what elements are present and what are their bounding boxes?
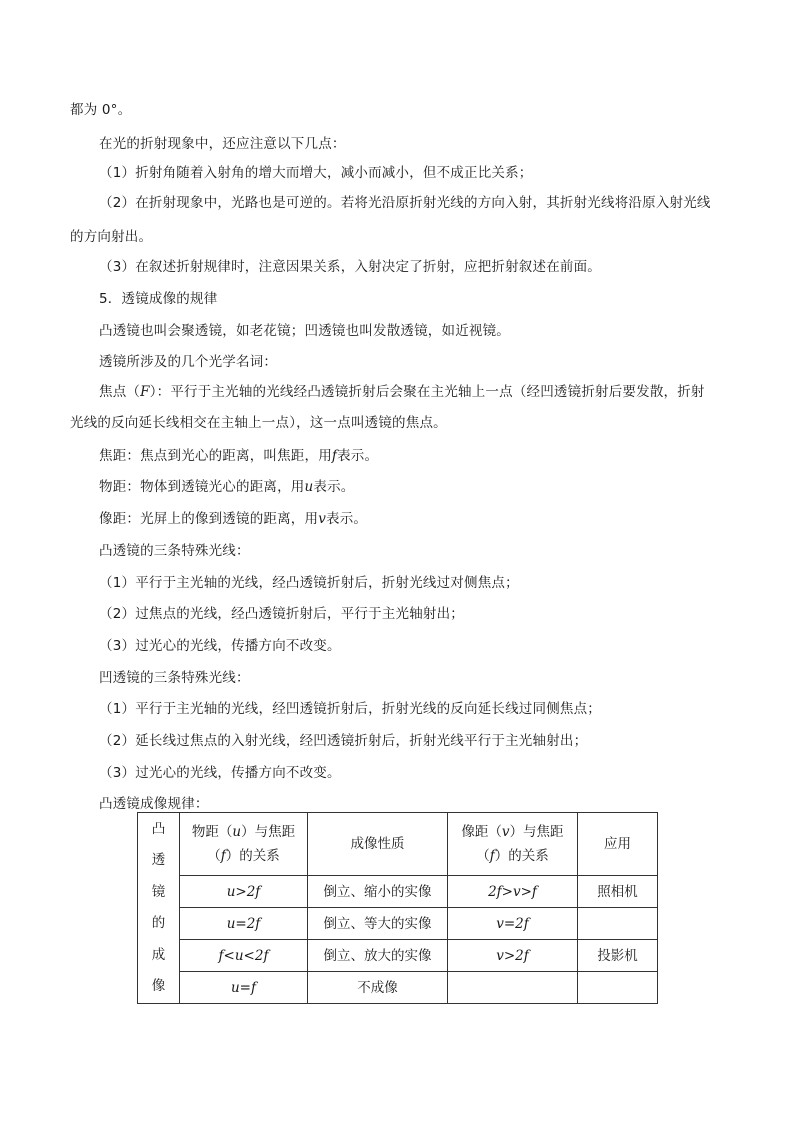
text-line: （3）过光心的光线，传播方向不改变。: [99, 638, 341, 654]
text-line: 焦距：焦点到光心的距离，叫焦距，用f表示。: [99, 448, 379, 464]
convex-lens-imaging-table: [137, 812, 658, 1004]
text-line: 凹透镜的三条特殊光线：: [99, 670, 250, 686]
text-line: （2）延长线过焦点的入射光线，经凹透镜折射后，折射光线平行于主光轴射出；: [99, 733, 588, 749]
cell-image-nature: 不成像: [308, 972, 448, 1004]
cell-application: 投影机: [578, 940, 658, 972]
text-line: 透镜所涉及的几个光学名词：: [99, 354, 278, 370]
text-line: 像距：光屏上的像到透镜的距离，用v表示。: [99, 511, 368, 527]
text-line: 凸透镜的三条特殊光线：: [99, 543, 250, 559]
text-line: 物距：物体到透镜光心的距离，用u表示。: [99, 479, 355, 495]
text-line: （1）平行于主光轴的光线，经凸透镜折射后，折射光线过对侧焦点；: [99, 575, 519, 591]
cell-image-distance: v=2f: [448, 908, 578, 940]
cell-object-distance: f<u<2f: [180, 940, 308, 972]
text-line: （1）平行于主光轴的光线，经凹透镜折射后，折射光线的反向延长线过同侧焦点；: [99, 701, 601, 717]
text-line: 凸透镜也叫会聚透镜，如老花镜；凹透镜也叫发散透镜，如近视镜。: [99, 323, 510, 339]
column-header-application: 应用: [578, 813, 658, 876]
cell-application: [578, 908, 658, 940]
text-line: 在光的折射现象中，还应注意以下几点：: [99, 136, 346, 152]
text-line: （2）过焦点的光线，经凸透镜折射后，平行于主光轴射出；: [99, 606, 464, 622]
cell-application: 照相机: [578, 876, 658, 908]
text-line: （3）过光心的光线，传播方向不改变。: [99, 765, 341, 781]
cell-image-distance: [448, 972, 578, 1004]
section-heading: 5．透镜成像的规律: [99, 291, 218, 307]
cell-image-nature: 倒立、缩小的实像: [308, 876, 448, 908]
cell-application: [578, 972, 658, 1004]
text-line: 的方向射出。: [70, 229, 153, 245]
cell-object-distance: u>2f: [180, 876, 308, 908]
table-row: [138, 876, 658, 908]
text-line: 凸透镜成像规律：: [99, 796, 209, 812]
cell-image-distance: 2f>v>f: [448, 876, 578, 908]
text-line: （1）折射角随着入射角的增大而增大，减小而减小，但不成正比关系；: [99, 165, 533, 181]
cell-image-nature: 倒立、等大的实像: [308, 908, 448, 940]
table-side-header: 凸 透 镜 的 成 像: [138, 813, 180, 1004]
table-row: [138, 972, 658, 1004]
table-row: [138, 940, 658, 972]
cell-object-distance: u=2f: [180, 908, 308, 940]
table-header-row: [138, 813, 658, 876]
text-line: （2）在折射现象中，光路也是可逆的。若将光沿原折射光线的方向入射，其折射光线将沿原入射光线: [99, 195, 711, 211]
text-line: （3）在叙述折射规律时，注意因果关系，入射决定了折射，应把折射叙述在前面。: [99, 259, 601, 275]
text-line: 焦点（F）：平行于主光轴的光线经凸透镜折射后会聚在主光轴上一点（经凹透镜折射后要发散，折射: [99, 384, 705, 400]
cell-object-distance: u=f: [180, 972, 308, 1004]
cell-image-nature: 倒立、放大的实像: [308, 940, 448, 972]
table-row: [138, 908, 658, 940]
column-header-image-distance: 像距（v）与焦距 （f）的关系: [448, 813, 578, 876]
column-header-object-distance: 物距（u）与焦距 （f）的关系: [180, 813, 308, 876]
cell-image-distance: v>2f: [448, 940, 578, 972]
column-header-image-nature: 成像性质: [308, 813, 448, 876]
text-line: 都为 0°。: [70, 102, 132, 118]
text-line: 光线的反向延长线相交在主轴上一点），这一点叫透镜的焦点。: [70, 415, 447, 431]
